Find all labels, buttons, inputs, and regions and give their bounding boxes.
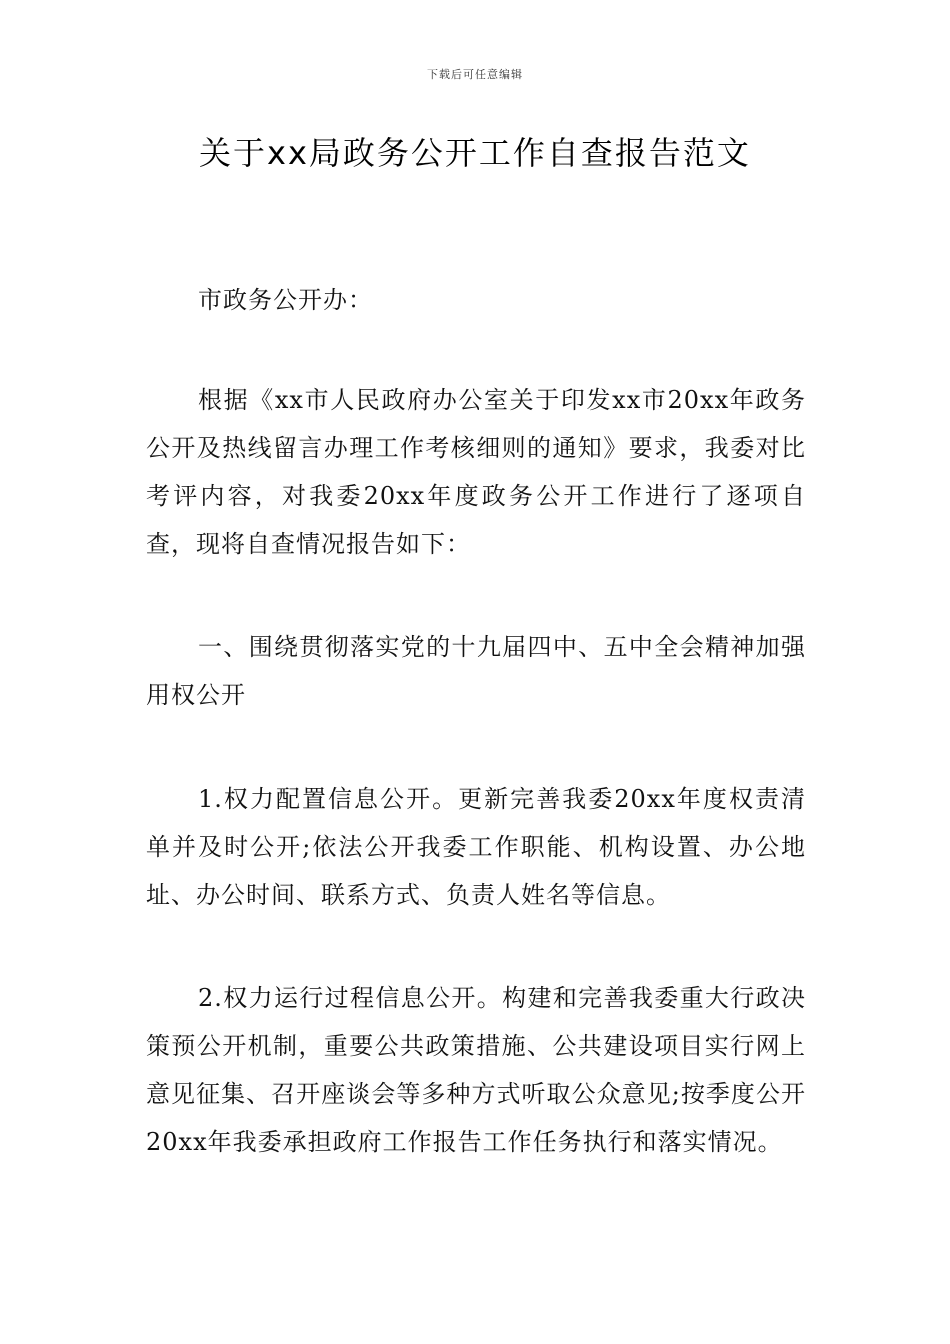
document-title: 关于xx局政务公开工作自查报告范文 <box>199 134 751 172</box>
salutation: 市政务公开办： <box>198 286 373 314</box>
section-heading-1: 一、围绕贯彻落实党的十九届四中、五中全会精神加强用权公开 <box>146 633 806 709</box>
paragraph-item-2: 2.权力运行过程信息公开。构建和完善我委重大行政决策预公开机制，重要公共政策措施、公共建设项目实行网上意见征集、召开座谈会等多种方式听取公众意见;按季度公开20xx年我委承担政府工作报告工作任务执行和落实情况。 <box>146 984 806 1156</box>
paragraph-intro: 根据《xx市人民政府办公室关于印发xx市20xx年政务公开及热线留言办理工作考核细则的通知》要求，我委对比考评内容，对我委20xx年度政务公开工作进行了逐项自查，现将自查情况报告如下： <box>146 386 806 558</box>
header-note: 下载后可任意编辑 <box>427 68 523 81</box>
paragraph-item-1: 1.权力配置信息公开。更新完善我委20xx年度权责清单并及时公开;依法公开我委工作职能、机构设置、办公地址、办公时间、联系方式、负责人姓名等信息。 <box>146 785 806 909</box>
